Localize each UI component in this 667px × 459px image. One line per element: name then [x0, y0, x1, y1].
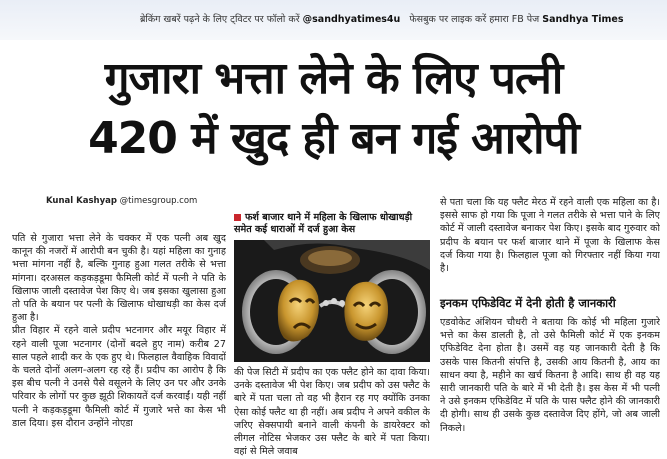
caption-bullet-icon: [234, 214, 241, 221]
byline-author: Kunal Kashyap: [46, 196, 117, 206]
article-paragraph-intro: पति से गुजारा भत्ता लेने के चक्कर में एक पत्नी अब खुद कानून की नजरों में आरोपी बन चुकी है। यहां महिला का गुनाह भत्ता मांगना नहीं है, बल्कि गुनाह हुआ गलत तरीके से भत्ता मांगना। दरअसल कड़कड़डूमा फैमिली कोर्ट में पत्नी ने पति के खिलाफ जाली दस्तावेज पेश किए थे। जब इसका खुलासा हुआ तो पति के बयान पर पत्नी के खिलाफ धोखाधड़ी का केस दर्ज हुआ है।: [12, 233, 226, 324]
photo-caption-text: फर्श बाजार थाने में महिला के खिलाफ धोखाधड़ी समेत कई धाराओं में दर्ज हुआ केस: [234, 212, 413, 235]
article-photo: [234, 240, 430, 362]
headline-line-1: गुजारा भत्ता लेने के लिए पत्नी: [104, 53, 563, 104]
twitter-prompt: ब्रेकिंग खबरें पढ़ने के लिए ट्विटर पर फॉलो करें: [140, 14, 300, 25]
article-paragraph-flat-claim: की पेज सिटी में प्रदीप का एक फ्लैट होने का दावा किया। उनके दस्तावेज भी पेश किए। जब प्रदीप को उस फ्लैट के बारे में पता चला तो वह भी हैरान रह गए क्योंकि उनका ऐसा कोई फ्लैट था ही नहीं। अब प्रदीप ने अपने वकील के जरिए सेक्सपायी बनाने वाली कंपनी के डायरेक्टर को लीगल नोटिस भेजकर उस फ्लैट के बारे में पता किया। वहां से मिले जवाब: [234, 367, 430, 456]
top-banner: [0, 0, 667, 40]
byline: [46, 196, 197, 206]
article-column-right-bottom: [440, 316, 660, 456]
headline-line-2: 420 में खुद ही बन गई आरोपी: [88, 113, 579, 164]
photo-caption: [234, 212, 430, 236]
twitter-handle: @sandhyatimes4u: [302, 14, 401, 25]
byline-email: @timesgroup.com: [119, 196, 198, 206]
article-subheading: इनकम एफिडेविट में देनी होती है जानकारी: [440, 296, 616, 310]
article-paragraph-background: प्रीत विहार में रहने वाले प्रदीप भटनागर और मयूर विहार में रहने वाली पूजा भटनागर (दोनों बदले हुए नाम) करीब 27 साल पहले शादी कर के एक हुए थे। फिलहाल वैवाहिक विवादों के चलते दोनों अलग-अलग रह रहे हैं। प्रदीप का आरोप है कि इस बीच पत्नी ने उनसे पैसे वसूलने के लिए उन पर और उनके परिवार के लोगों पर कुछ झूठी शिकायतें दर्ज करवाईं। यही नहीं पत्नी ने कड़कड़डूमा फैमिली कोर्ट में गुजारे भत्ते का केस भी डाल दिया। इस दौरान उन्होंने नोएडा: [12, 325, 226, 429]
facebook-prompt: फेसबुक पर लाइक करें हमारा FB पेज: [409, 14, 540, 25]
top-banner-text: [140, 12, 624, 25]
article-column-left: [12, 232, 226, 454]
article-paragraph-affidavit: एडवोकेट अंशियन चौधरी ने बताया कि कोई भी महिला गुजारे भत्ते का केस डालती है, तो उसे फैमिली कोर्ट में एक इनकम एफिडेविट देना होता है। उसमें वह यह जानकारी देती है कि उसके पास कितनी संपत्ति है, उसकी आय कितनी है, आय का साधन क्या है, महीने का खर्च कितना है आदि। साथ ही वह यह सारी जानकारी पति के बारे में भी देती है। इस केस में भी पत्नी ने उसे इनकम एफिडेविट में पति के पास फ्लैट होने की जानकारी दी होगी। साथ ही उसके कुछ दस्तावेज दिए होंगे, जो अब जाली निकले।: [440, 317, 660, 434]
facebook-page: Sandhya Times: [542, 14, 624, 25]
article-column-middle: [234, 366, 430, 456]
masks-handcuffs-illustration: [234, 240, 430, 362]
article-paragraph-case-filed: से पता चला कि यह फ्लैट मेरठ में रहने वाली एक महिला का है। इससे साफ हो गया कि पूजा ने गलत तरीके से भत्ता पाने के लिए कोर्ट में जाली दस्तावेज बनाकर पेश किए। इसके बाद गुरुवार को प्रदीप के बयान पर फर्श बाजार थाने में पूजा के खिलाफ केस दर्ज किया गया है। फिलहाल पूजा को गिरफ्तार नहीं किया गया है।: [440, 197, 660, 275]
article-column-right-top: [440, 196, 660, 296]
